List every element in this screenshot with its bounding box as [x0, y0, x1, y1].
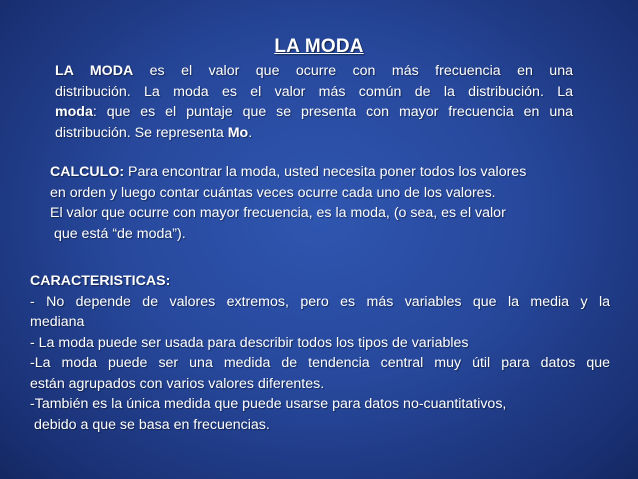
definition-line-4-text: distribución. Se representa [55, 124, 228, 141]
slide-title: LA MODA [274, 36, 364, 57]
definition-paragraph [55, 61, 573, 143]
calculo-line-1-text: Para encontrar la moda, usted necesita poner todos los valores [124, 164, 527, 180]
calculo-line-2: en orden y luego contar cuántas veces ocurre cada uno de los valores. [50, 184, 496, 201]
caracteristicas-paragraph [30, 271, 610, 435]
calculo-line-4: que está “de moda”). [50, 225, 186, 242]
calculo-paragraph [50, 162, 590, 244]
caracteristicas-label: CARACTERISTICAS: [30, 273, 171, 289]
caracteristicas-line-3: - La moda puede ser usada para describir todos los tipos de variables [30, 334, 469, 351]
definition-line-1 [55, 61, 573, 82]
term-moda: moda [55, 104, 93, 120]
caracteristicas-line-5: están agrupados con varios valores diferentes. [30, 375, 325, 392]
definition-line-3 [55, 102, 573, 123]
caracteristicas-line-7: debido a que se basa en frecuencias. [30, 416, 270, 433]
caracteristicas-line-6: -También es la única medida que puede usarse para datos no-cuantitativos, [30, 396, 507, 412]
calculo-line-3: El valor que ocurre con mayor frecuencia, es la moda, (o sea, es el valor [50, 205, 506, 221]
symbol-mo: Mo [227, 124, 249, 141]
calculo-label: CALCULO: [50, 164, 125, 180]
term-la-moda: LA MODA [55, 63, 134, 79]
caracteristicas-line-1: - No depende de valores extremos, pero es más variables que la media y la [30, 293, 610, 310]
definition-line-1-text: es el valor que ocurre con más frecuencia en una [133, 63, 573, 79]
definition-line-2: distribución. La moda es el valor más común de la distribución. La [55, 83, 573, 100]
definition-line-4 [55, 123, 573, 144]
calculo-line-1 [50, 162, 590, 183]
caracteristicas-line-4: -La moda puede ser una medida de tendencia central muy útil para datos que [30, 355, 610, 371]
caracteristicas-line-2: mediana [30, 314, 85, 330]
definition-line-3-text: : que es el puntaje que se presenta con mayor frecuencia en una [92, 104, 573, 120]
definition-line-4-end: . [248, 124, 253, 141]
